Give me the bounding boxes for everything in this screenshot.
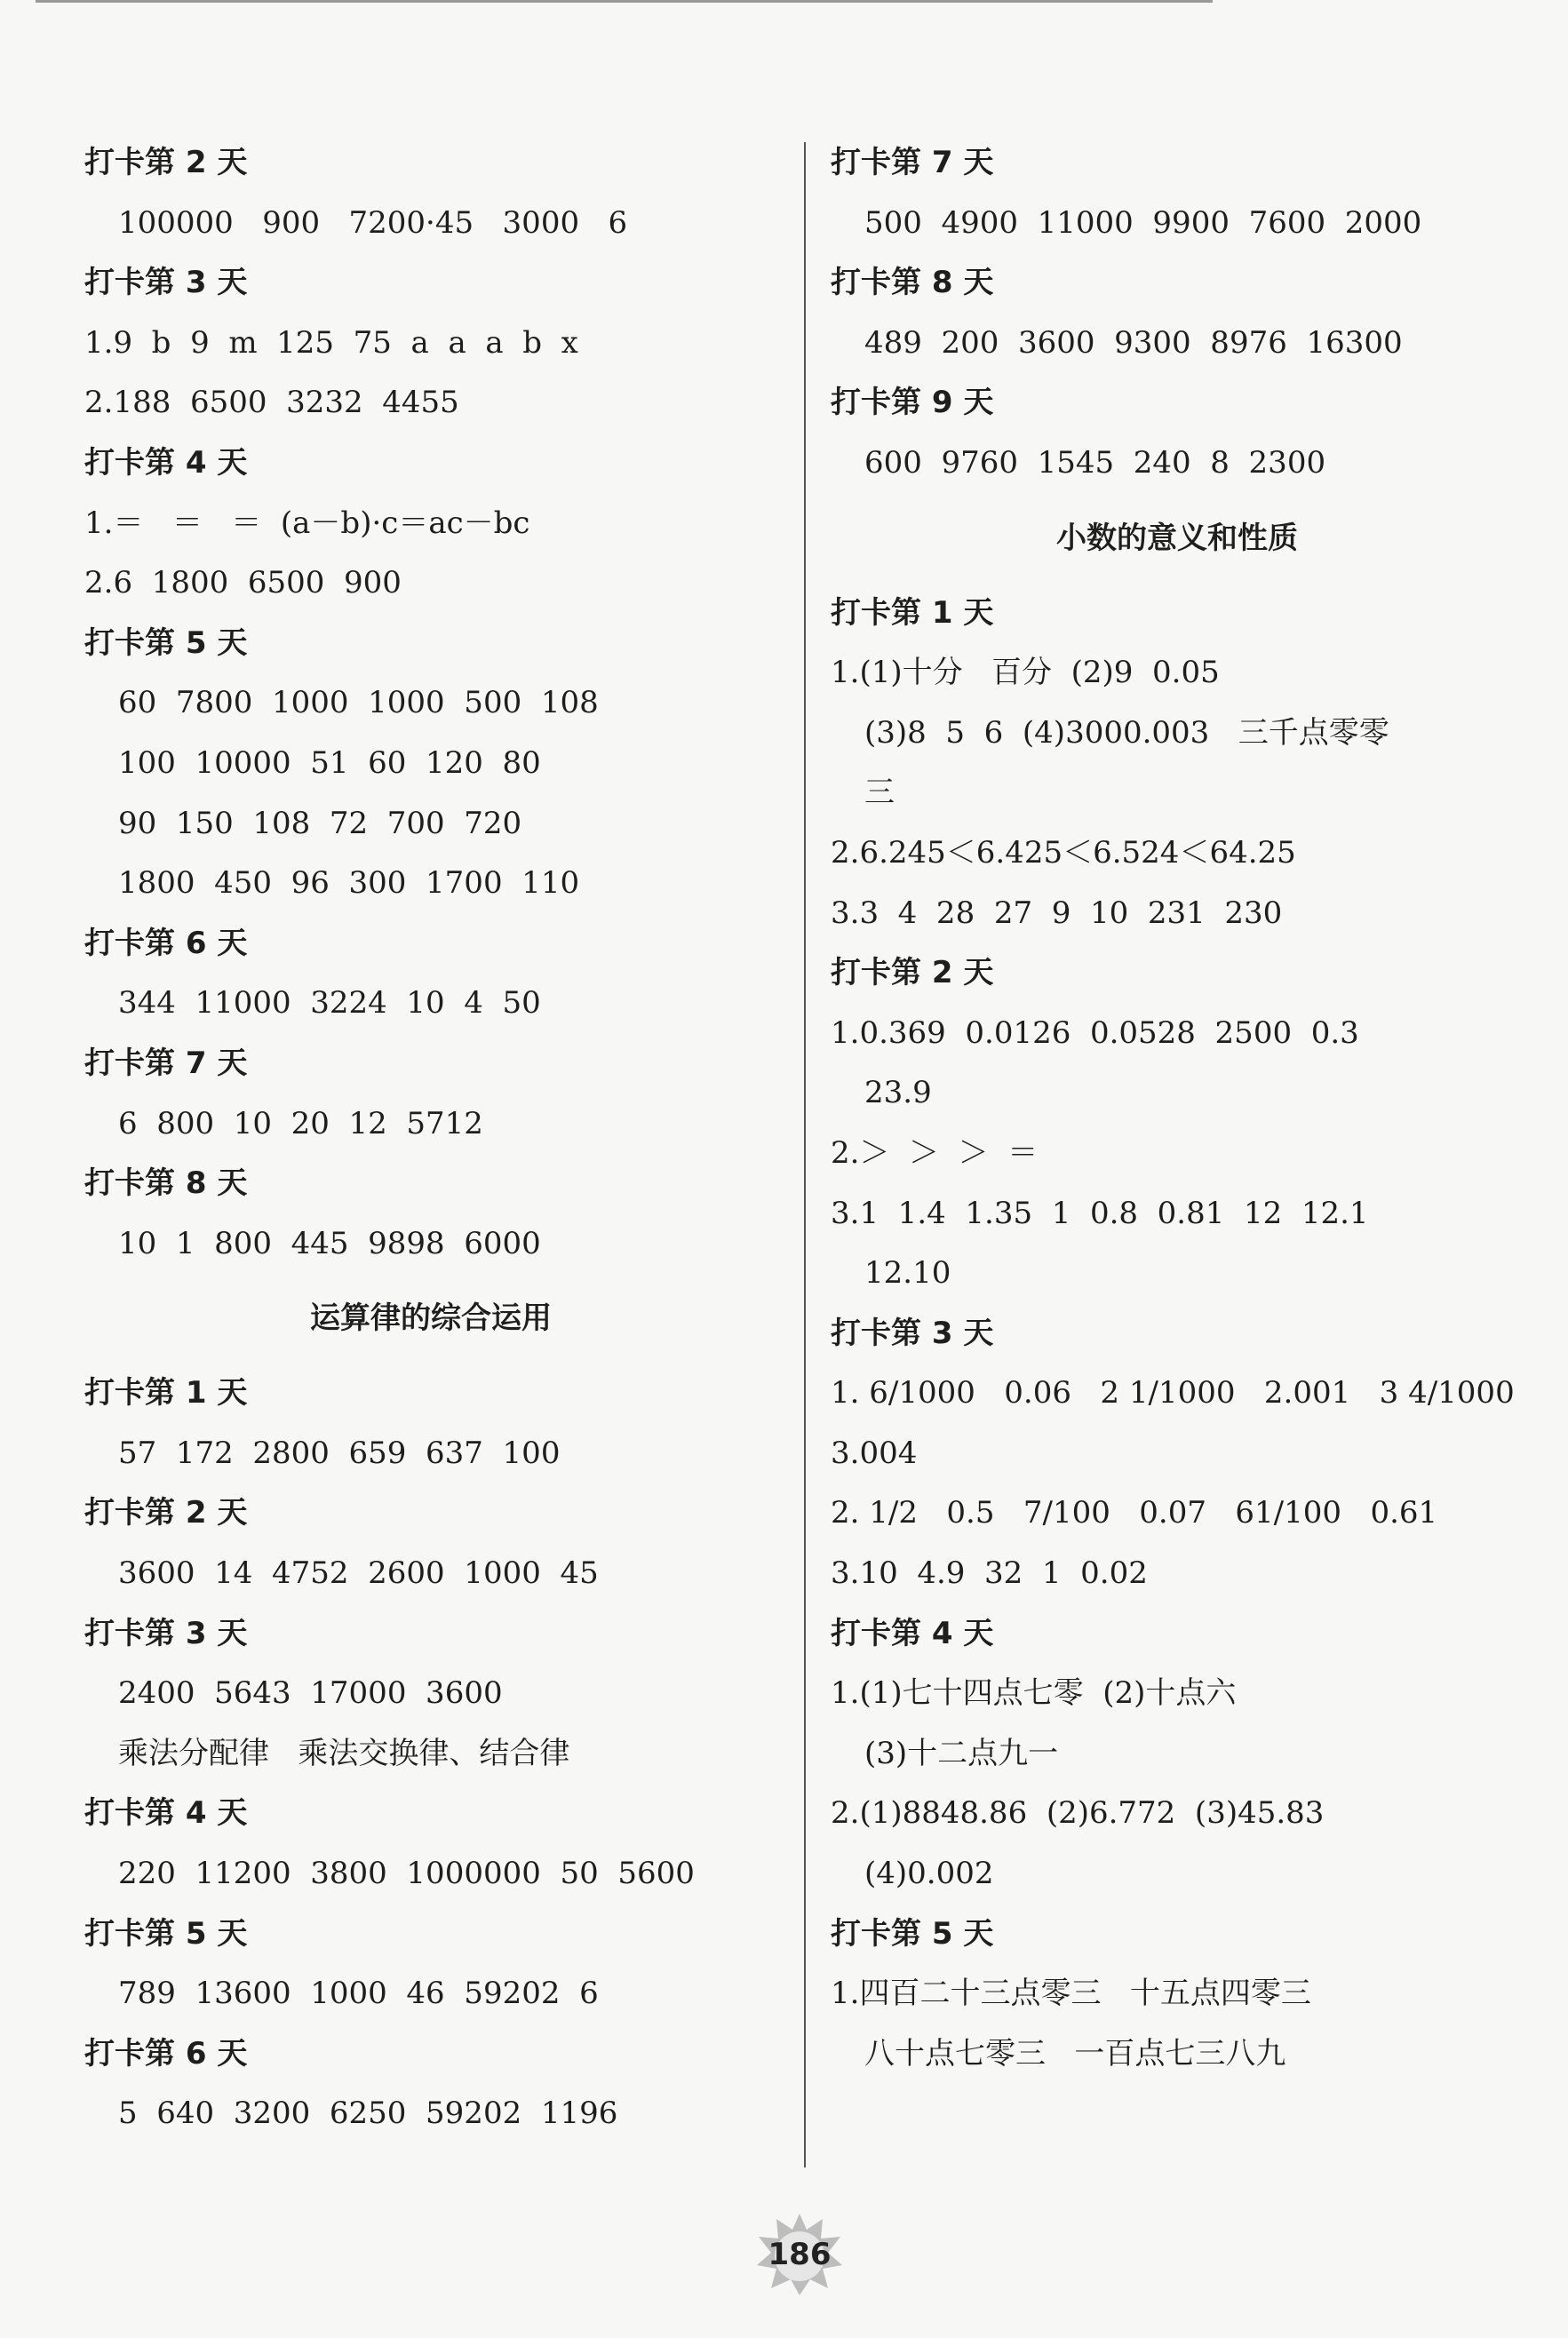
day-heading: 打卡第 4 天 (831, 1615, 994, 1651)
answer-line: 2.(1)8848.86 (2)6.772 (3)45.83 (831, 1795, 1325, 1832)
day-heading: 打卡第 8 天 (831, 265, 994, 301)
answer-line: 2.＞ ＞ ＞ ＝ (831, 1134, 1039, 1171)
day-heading: 打卡第 9 天 (831, 385, 994, 421)
day-heading: 打卡第 1 天 (84, 1375, 248, 1412)
answer-line: 2.6 1800 6500 900 (84, 565, 402, 601)
answer-line: 八十点七零三 一百点七三八九 (864, 2035, 1286, 2072)
answer-line: 1.9 b 9 m 125 75 a a a b x (84, 324, 578, 361)
section-title: 小数的意义和性质 (1056, 520, 1298, 556)
answer-line: 3.10 4.9 32 1 0.02 (831, 1555, 1148, 1592)
answer-line: (3)8 5 6 (4)3000.003 三千点零零 (864, 714, 1389, 751)
answer-line: 6 800 10 20 12 5712 (118, 1105, 483, 1141)
day-heading: 打卡第 2 天 (84, 1495, 248, 1531)
answer-line: 489 200 3600 9300 8976 16300 (864, 324, 1403, 361)
answer-line: 1800 450 96 300 1700 110 (118, 865, 580, 902)
answer-line: 344 11000 3224 10 4 50 (118, 985, 541, 1022)
answer-line: (3)十二点九一 (864, 1735, 1059, 1771)
answer-line: 2400 5643 17000 3600 (118, 1675, 503, 1712)
column-divider (804, 142, 806, 2167)
answer-line: 5 640 3200 6250 59202 1196 (118, 2095, 618, 2132)
day-heading: 打卡第 4 天 (84, 1795, 248, 1832)
answer-line: 2.6.245＜6.425＜6.524＜64.25 (831, 834, 1296, 871)
answer-line: 3600 14 4752 2600 1000 45 (118, 1555, 599, 1592)
page-number: 186 (768, 2237, 832, 2272)
answer-line: 三 (864, 775, 895, 811)
answer-line: 220 11200 3800 1000000 50 5600 (118, 1856, 695, 1892)
day-heading: 打卡第 3 天 (84, 265, 248, 301)
answer-line: 23.9 (864, 1075, 932, 1111)
day-heading: 打卡第 5 天 (831, 1915, 994, 1952)
day-heading: 打卡第 3 天 (831, 1315, 994, 1351)
day-heading: 打卡第 2 天 (831, 955, 994, 991)
answer-line: 789 13600 1000 46 59202 6 (118, 1976, 599, 2012)
answer-line: 3.004 (831, 1435, 918, 1471)
day-heading: 打卡第 1 天 (831, 594, 994, 631)
right-column (831, 133, 1524, 2084)
answer-line: 2. 1/2 0.5 7/100 0.07 61/100 0.61 (831, 1495, 1438, 1531)
answer-line: 1. 6/1000 0.06 2 1/1000 2.001 3 4/1000 (831, 1375, 1515, 1412)
day-heading: 打卡第 4 天 (84, 444, 248, 481)
answer-line: 500 4900 11000 9900 7600 2000 (864, 204, 1422, 241)
day-heading: 打卡第 6 天 (84, 925, 248, 961)
top-rule (36, 0, 1213, 3)
answer-line: 乘法分配律 乘法交换律、结合律 (118, 1735, 570, 1771)
answer-line: 1.＝ ＝ ＝ (a－b)·c＝ac－bc (84, 505, 530, 541)
answer-line: 2.188 6500 3232 4455 (84, 385, 459, 421)
day-heading: 打卡第 8 天 (84, 1165, 248, 1202)
answer-line: 600 9760 1545 240 8 2300 (864, 444, 1326, 481)
answer-line: 1.(1)十分 百分 (2)9 0.05 (831, 655, 1220, 691)
answer-line: 10 1 800 445 9898 6000 (118, 1225, 541, 1261)
answer-line: 3.3 4 28 27 9 10 231 230 (831, 895, 1283, 931)
page-number-badge (755, 2210, 844, 2299)
day-heading: 打卡第 5 天 (84, 1915, 248, 1952)
day-heading: 打卡第 7 天 (84, 1045, 248, 1081)
answer-line: 12.10 (864, 1255, 951, 1292)
answer-line: 100 10000 51 60 120 80 (118, 744, 541, 781)
answer-line: (4)0.002 (864, 1856, 994, 1892)
answer-line: 1.0.369 0.0126 0.0528 2500 0.3 (831, 1014, 1359, 1051)
answer-line: 3.1 1.4 1.35 1 0.8 0.81 12 12.1 (831, 1195, 1369, 1231)
day-heading: 打卡第 7 天 (831, 145, 994, 180)
day-heading: 打卡第 3 天 (84, 1615, 248, 1651)
day-heading: 打卡第 5 天 (84, 624, 248, 661)
left-column (84, 133, 777, 2144)
day-heading: 打卡第 2 天 (84, 145, 248, 180)
answer-line: 57 172 2800 659 637 100 (118, 1435, 561, 1471)
section-title: 运算律的综合运用 (310, 1300, 552, 1337)
answer-line: 100000 900 7200·45 3000 6 (118, 204, 628, 241)
answer-line: 60 7800 1000 1000 500 108 (118, 685, 599, 721)
answer-line: 90 150 108 72 700 720 (118, 805, 522, 841)
day-heading: 打卡第 6 天 (84, 2035, 248, 2072)
answer-line: 1.(1)七十四点七零 (2)十点六 (831, 1675, 1237, 1712)
answer-line: 1.四百二十三点零三 十五点四零三 (831, 1976, 1311, 2012)
